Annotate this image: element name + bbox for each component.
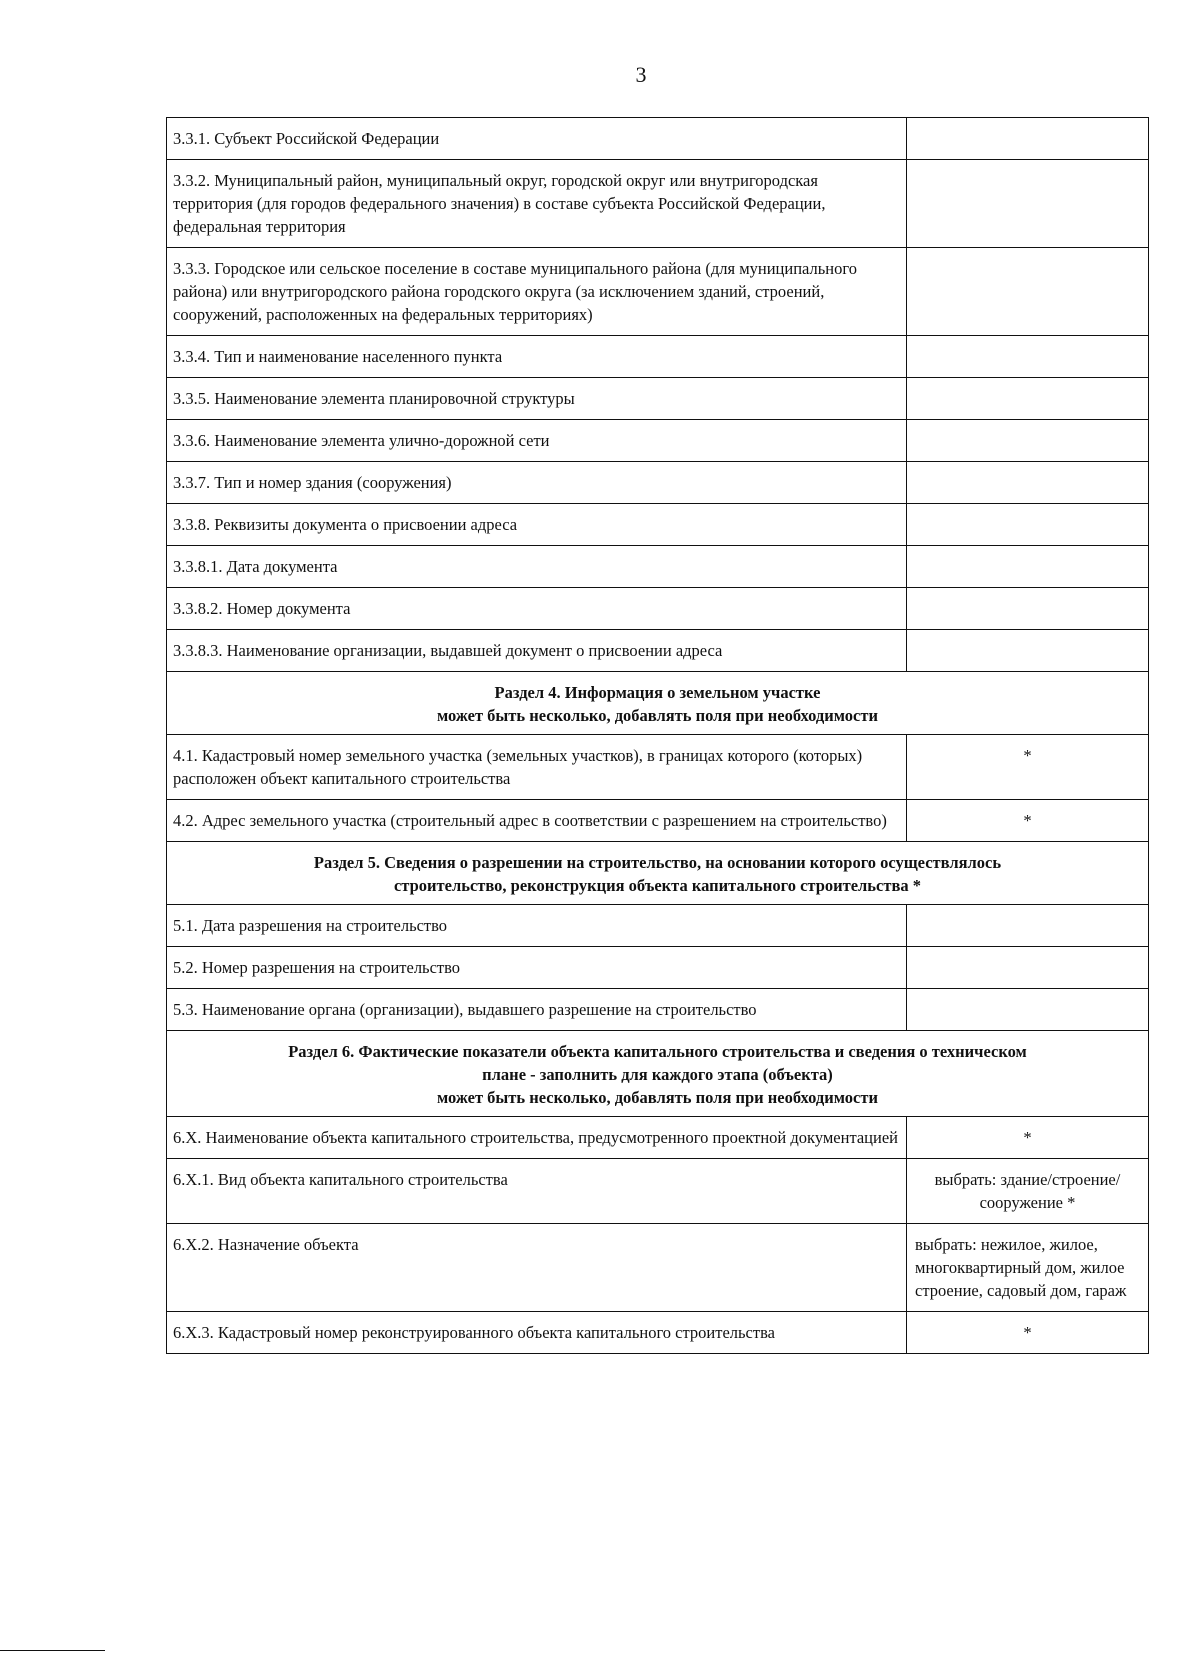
field-value-cell[interactable]: выбрать: здание/строение/сооружение * [907, 1159, 1149, 1224]
section-header-row [167, 1031, 1149, 1117]
field-label: 5.1. Дата разрешения на строительство [167, 905, 907, 947]
field-value-cell[interactable]: выбрать: нежилое, жилое, многоквартирный дом, жилое строение, садовый дом, гараж [907, 1224, 1149, 1312]
field-label: 6.Х.2. Назначение объекта [167, 1224, 907, 1312]
field-value-cell[interactable] [907, 546, 1149, 588]
field-label: 3.3.7. Тип и номер здания (сооружения) [167, 462, 907, 504]
page-number: 3 [635, 62, 647, 87]
section-header-line: Раздел 5. Сведения о разрешении на строительство, на основании которого осуществлялось [313, 853, 1002, 872]
field-value-cell[interactable] [907, 378, 1149, 420]
section-header-line: может быть несколько, добавлять поля при необходимости [437, 1088, 878, 1107]
field-value-cell[interactable] [907, 989, 1149, 1031]
section-header-row [167, 672, 1149, 735]
form-row [167, 248, 1149, 336]
form-row [167, 735, 1149, 800]
form-row [167, 462, 1149, 504]
field-label: 6.Х.1. Вид объекта капитального строительства [167, 1159, 907, 1224]
form-row [167, 1312, 1149, 1354]
form-table [166, 117, 1149, 1354]
form-row [167, 160, 1149, 248]
field-label: 3.3.8.1. Дата документа [167, 546, 907, 588]
form-row [167, 504, 1149, 546]
section-header [167, 842, 1149, 905]
form-row [167, 800, 1149, 842]
field-label: 4.2. Адрес земельного участка (строительный адрес в соответствии с разрешением на строительство) [167, 800, 907, 842]
form-row [167, 905, 1149, 947]
form-row [167, 118, 1149, 160]
field-label: 4.1. Кадастровый номер земельного участка (земельных участков), в границах которого (которых) расположен объект капитального строительства [167, 735, 907, 800]
footnote-separator [0, 1650, 105, 1651]
field-label: 3.3.5. Наименование элемента планировочной структуры [167, 378, 907, 420]
field-label: 6.Х. Наименование объекта капитального строительства, предусмотренного проектной документацией [167, 1117, 907, 1159]
field-label: 3.3.6. Наименование элемента улично-дорожной сети [167, 420, 907, 462]
field-value-cell[interactable]: * [907, 800, 1149, 842]
section-header-line: строительство, реконструкция объекта капитального строительства * [393, 876, 922, 895]
form-row [167, 546, 1149, 588]
field-value-cell[interactable] [907, 462, 1149, 504]
field-label: 3.3.8. Реквизиты документа о присвоении адреса [167, 504, 907, 546]
form-row [167, 378, 1149, 420]
field-value-cell[interactable] [907, 947, 1149, 989]
field-value-cell[interactable] [907, 420, 1149, 462]
section-header [167, 672, 1149, 735]
form-row [167, 336, 1149, 378]
field-label: 3.3.2. Муниципальный район, муниципальный округ, городской округ или внутригородская территория (для городов федерального значения) в составе субъекта Российской Федерации, федеральная территория [167, 160, 907, 248]
field-value-cell[interactable] [907, 160, 1149, 248]
field-label: 3.3.8.3. Наименование организации, выдавшей документ о присвоении адреса [167, 630, 907, 672]
field-label: 5.2. Номер разрешения на строительство [167, 947, 907, 989]
field-label: 3.3.8.2. Номер документа [167, 588, 907, 630]
section-header-line: плане - заполнить для каждого этапа (объекта) [482, 1065, 833, 1084]
field-value-cell[interactable] [907, 630, 1149, 672]
field-value-cell[interactable]: * [907, 1117, 1149, 1159]
field-value-cell[interactable]: * [907, 735, 1149, 800]
field-label: 6.Х.3. Кадастровый номер реконструированного объекта капитального строительства [167, 1312, 907, 1354]
field-label: 5.3. Наименование органа (организации), выдавшего разрешение на строительство [167, 989, 907, 1031]
field-label: 3.3.3. Городское или сельское поселение в составе муниципального района (для муниципального района) или внутригородского района городского округа (за исключением зданий, строений, сооружений, расположенных на федеральных территориях) [167, 248, 907, 336]
form-row [167, 420, 1149, 462]
field-label: 3.3.1. Субъект Российской Федерации [167, 118, 907, 160]
form-row [167, 1117, 1149, 1159]
form-row [167, 1159, 1149, 1224]
section-header-line: может быть несколько, добавлять поля при необходимости [437, 706, 878, 725]
field-value-cell[interactable] [907, 248, 1149, 336]
form-row [167, 1224, 1149, 1312]
field-value-cell[interactable] [907, 588, 1149, 630]
section-header-row [167, 842, 1149, 905]
section-header [167, 1031, 1149, 1117]
form-row [167, 989, 1149, 1031]
field-value-cell[interactable]: * [907, 1312, 1149, 1354]
form-row [167, 588, 1149, 630]
section-header-line: Раздел 6. Фактические показатели объекта капитального строительства и сведения о техническом [288, 1042, 1027, 1061]
field-label: 3.3.4. Тип и наименование населенного пункта [167, 336, 907, 378]
section-header-line: Раздел 4. Информация о земельном участке [494, 683, 821, 702]
field-value-cell[interactable] [907, 336, 1149, 378]
field-value-cell[interactable] [907, 905, 1149, 947]
field-value-cell[interactable] [907, 118, 1149, 160]
form-row [167, 947, 1149, 989]
form-row [167, 630, 1149, 672]
field-value-cell[interactable] [907, 504, 1149, 546]
